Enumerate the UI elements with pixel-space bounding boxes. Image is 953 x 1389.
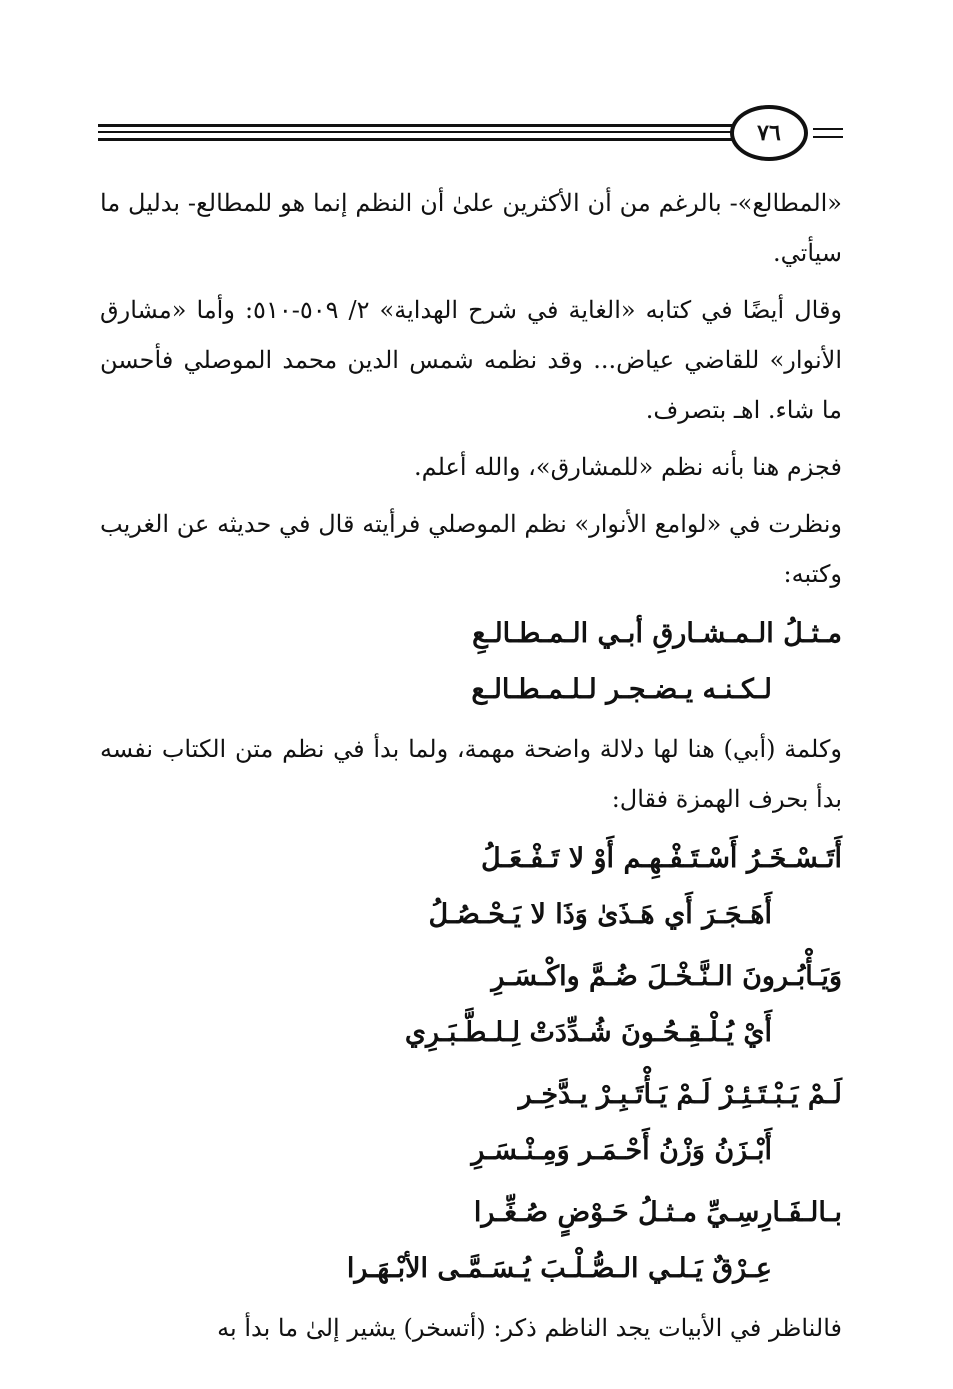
- poem-verse: أَبْـزَنُ وَزْنُ أَحْـمَـر وَمِـنْـسَـرِ: [471, 1135, 772, 1166]
- poem-verse: عِـرْقٌ يَـلـي الـصُّـلْـبَ يُـسَـمَّـى الأبْـهَـرا: [346, 1253, 772, 1284]
- header-rule: [98, 124, 738, 127]
- poem-verse: لَـمْ يَـبْـتَـئِـرْ لَـمْ يَـأْتَـبِـرْ يـدَّخِـر: [518, 1079, 842, 1110]
- paragraph: «المطالع»- بالرغم من أن الأكثرين علىٰ أن النظم إنما هو للمطالع- بدليل ما سيأتي.: [100, 189, 842, 267]
- poem-verse: وَيَـأْبُـرونَ الـنَّـخْـلَ ضُـمَّ واكْـسَـرِ: [491, 961, 842, 992]
- page-header: [98, 105, 843, 165]
- paragraph: وكلمة (أبي) هنا لها دلالة واضحة مهمة، ولما بدأ في نظم متن الكتاب نفسه بدأ بحرف الهمزة فقال:: [100, 735, 842, 813]
- poem-verse: أَهَـجَـرَ أَي هَـذَىٰ وَذَا لا يَـحْـصُـلُ: [428, 899, 772, 930]
- paragraph: فجزم هنا بأنه نظم «للمشارق»، والله أعلم.: [413, 453, 842, 481]
- poem-verse: لـكـنـه يـضـجـر لـلـمـطـالـع: [471, 674, 772, 705]
- paragraph: فالناظر في الأبيات يجد الناظم ذكر: (أتسخر) يشير إلىٰ ما بدأ به: [217, 1314, 842, 1342]
- header-rule-stub: [813, 128, 843, 130]
- header-rule-stub: [813, 136, 843, 138]
- poem-verse: أَيْ يُـلْـقِـحُـونَ شُـدِّدَتْ لِـلـطَّـبَـرِي: [404, 1017, 772, 1048]
- paragraph: وقال أيضًا في كتابه «الغاية في شرح الهداية» ٢/ ٥٠٩-٥١٠: وأما «مشارق الأنوار» للقاضي عياض... وقد نظمه شمس الدين محمد الموصلي فأحسن ما شاء. اهـ بتصرف.: [100, 296, 843, 424]
- page-number: ٧٦: [730, 105, 808, 161]
- poem-verse: مـثـلُ الـمـشـارقِ أبـي الـمـطـالـعِ: [472, 618, 842, 649]
- poem-verse: أَتَـسْـخَـرُ أَسْـتَـفْـهِـم أَوْ لا تَـفْـعَـلُ: [480, 843, 842, 874]
- header-rule: [98, 131, 738, 133]
- page-body: [100, 178, 842, 1360]
- header-rule: [98, 138, 738, 141]
- paragraph: ونظرت في «لوامع الأنوار» نظم الموصلي فرأيته قال في حديثه عن الغريب وكتبه:: [100, 510, 842, 588]
- poem-verse: بـالـفَـارِسِـيِّ مـثـلُ حَـوْضٍ صُـغِّـرا: [473, 1197, 842, 1228]
